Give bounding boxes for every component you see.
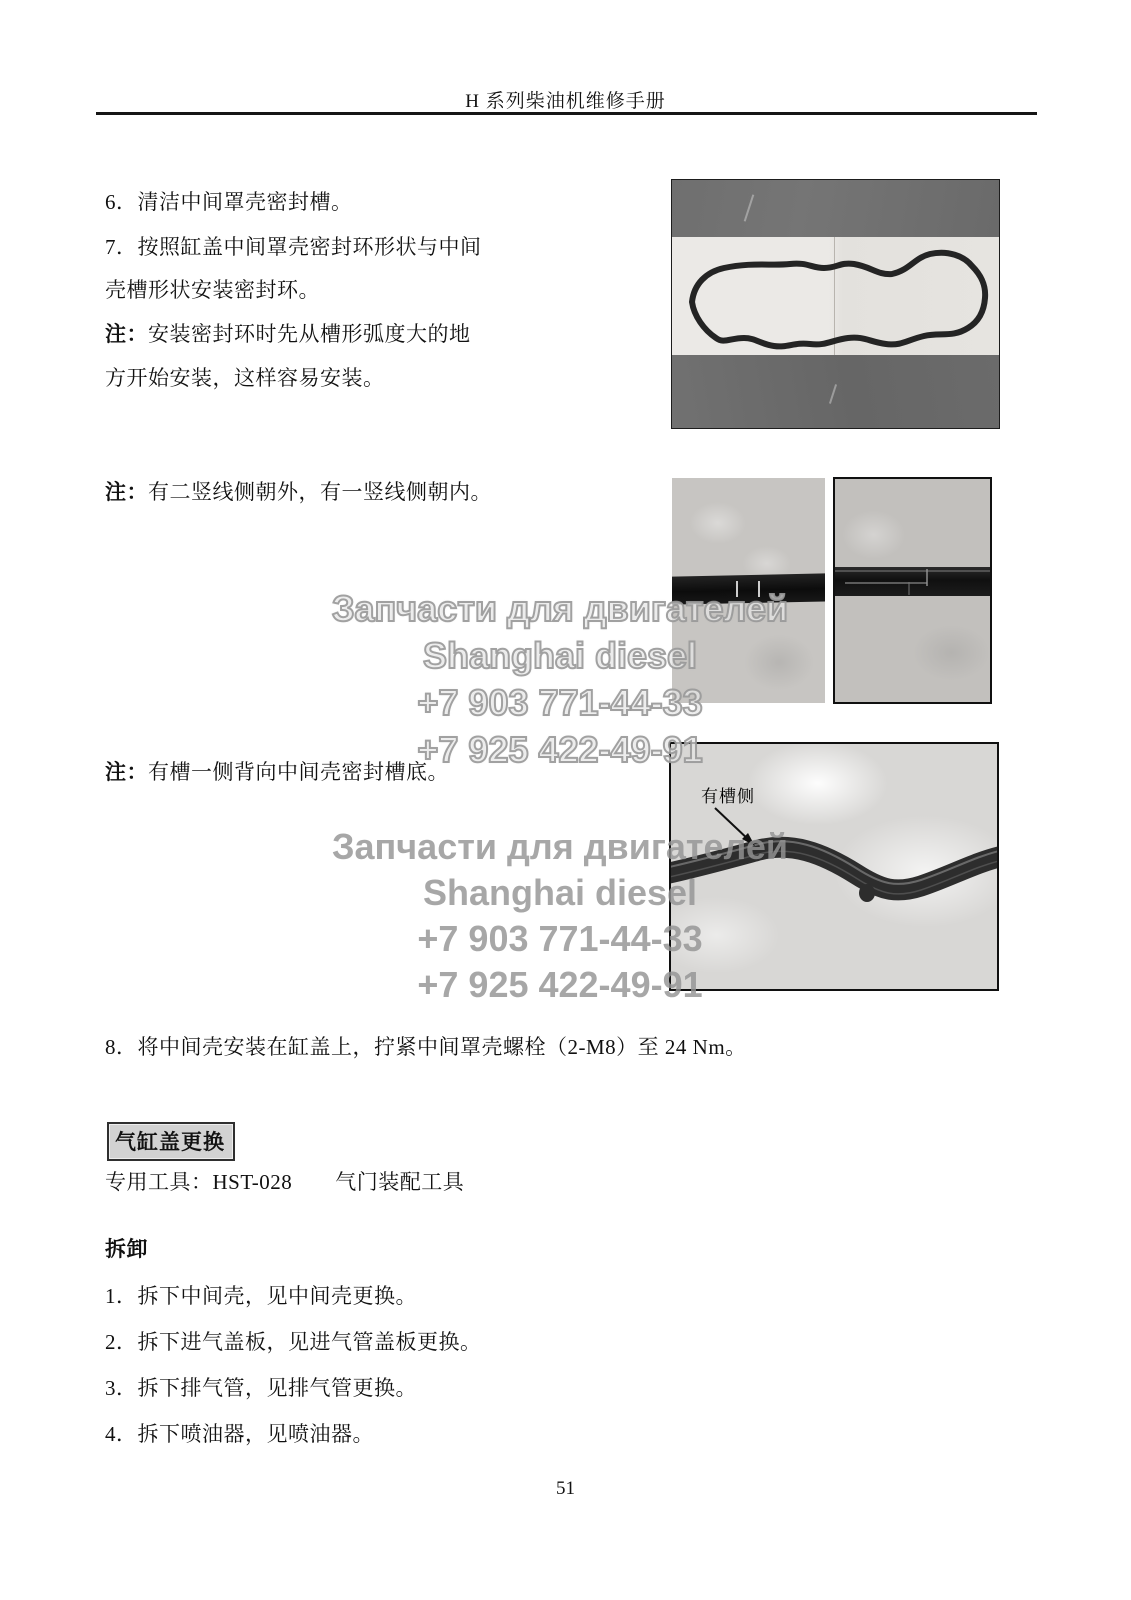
section-title-box: 气缸盖更换	[107, 1122, 235, 1161]
seal-vertical-mark	[736, 581, 738, 597]
note-1-text: 安装密封环时先从槽形弧度大的地	[148, 322, 471, 346]
watermark-line: +7 925 422-49-91	[417, 964, 703, 1005]
header-rule	[96, 112, 1037, 115]
seal-seam-vertical	[908, 582, 910, 595]
note-1-line-1	[105, 318, 471, 348]
seal-strip	[672, 573, 825, 604]
gasket-ring-drawing	[672, 180, 999, 428]
seal-bump	[859, 884, 875, 902]
figure-seal-one-mark-photo	[833, 477, 992, 704]
removal-step-3: 3．拆下排气管，见排气管更换。	[105, 1376, 417, 1400]
seal-wave-drawing	[671, 744, 997, 989]
seal-seam-vertical	[926, 569, 928, 586]
step-7-line-1: 7．按照缸盖中间罩壳密封环形状与中间	[105, 235, 482, 259]
groove-side-label: 有槽侧	[701, 787, 755, 806]
seal-vertical-mark	[758, 581, 760, 597]
watermark-line: +7 925 422-49-91	[417, 729, 703, 770]
seal-seam-horizontal	[845, 582, 927, 584]
watermark-line: Запчасти для двигателей	[331, 826, 789, 867]
removal-step-4: 4．拆下喷油器，见喷油器。	[105, 1422, 374, 1446]
figure-seal-two-marks-photo	[672, 478, 825, 703]
special-tools-text: 专用工具：HST-028 气门装配工具	[105, 1170, 465, 1194]
note-label: 注：	[105, 480, 148, 504]
figure-gasket-ring-photo	[671, 179, 1000, 429]
watermark-line: +7 903 771-44-33	[417, 682, 703, 723]
watermark-line: Shanghai diesel	[422, 635, 698, 676]
removal-step-1: 1．拆下中间壳，见中间壳更换。	[105, 1284, 417, 1308]
step-7-line-2: 壳槽形状安装密封环。	[105, 278, 320, 302]
note-2-text: 有二竖线侧朝外，有一竖线侧朝内。	[148, 480, 492, 504]
note-1-line-2: 方开始安装，这样容易安装。	[105, 366, 385, 390]
figure-groove-side-photo	[669, 742, 999, 991]
note-2-line	[105, 476, 492, 506]
watermark-line: Shanghai diesel	[422, 872, 698, 913]
header-title: H 系列柴油机维修手册	[465, 91, 666, 112]
removal-heading: 拆卸	[105, 1237, 148, 1261]
step-6-text: 6．清洁中间罩壳密封槽。	[105, 190, 353, 214]
note-label: 注：	[105, 322, 148, 346]
watermark-line: +7 903 771-44-33	[417, 918, 703, 959]
note-3-line	[105, 756, 449, 786]
note-3-text: 有槽一侧背向中间壳密封槽底。	[148, 760, 449, 784]
step-8-text: 8．将中间壳安装在缸盖上，拧紧中间罩壳螺栓（2-M8）至 24 Nm。	[105, 1035, 747, 1059]
page-number: 51	[556, 1478, 575, 1499]
note-label: 注：	[105, 760, 148, 784]
removal-step-2: 2．拆下进气盖板，见进气管盖板更换。	[105, 1330, 482, 1354]
seal-top-highlight	[835, 570, 990, 572]
watermark-line: Запчасти для двигателей	[331, 588, 789, 629]
